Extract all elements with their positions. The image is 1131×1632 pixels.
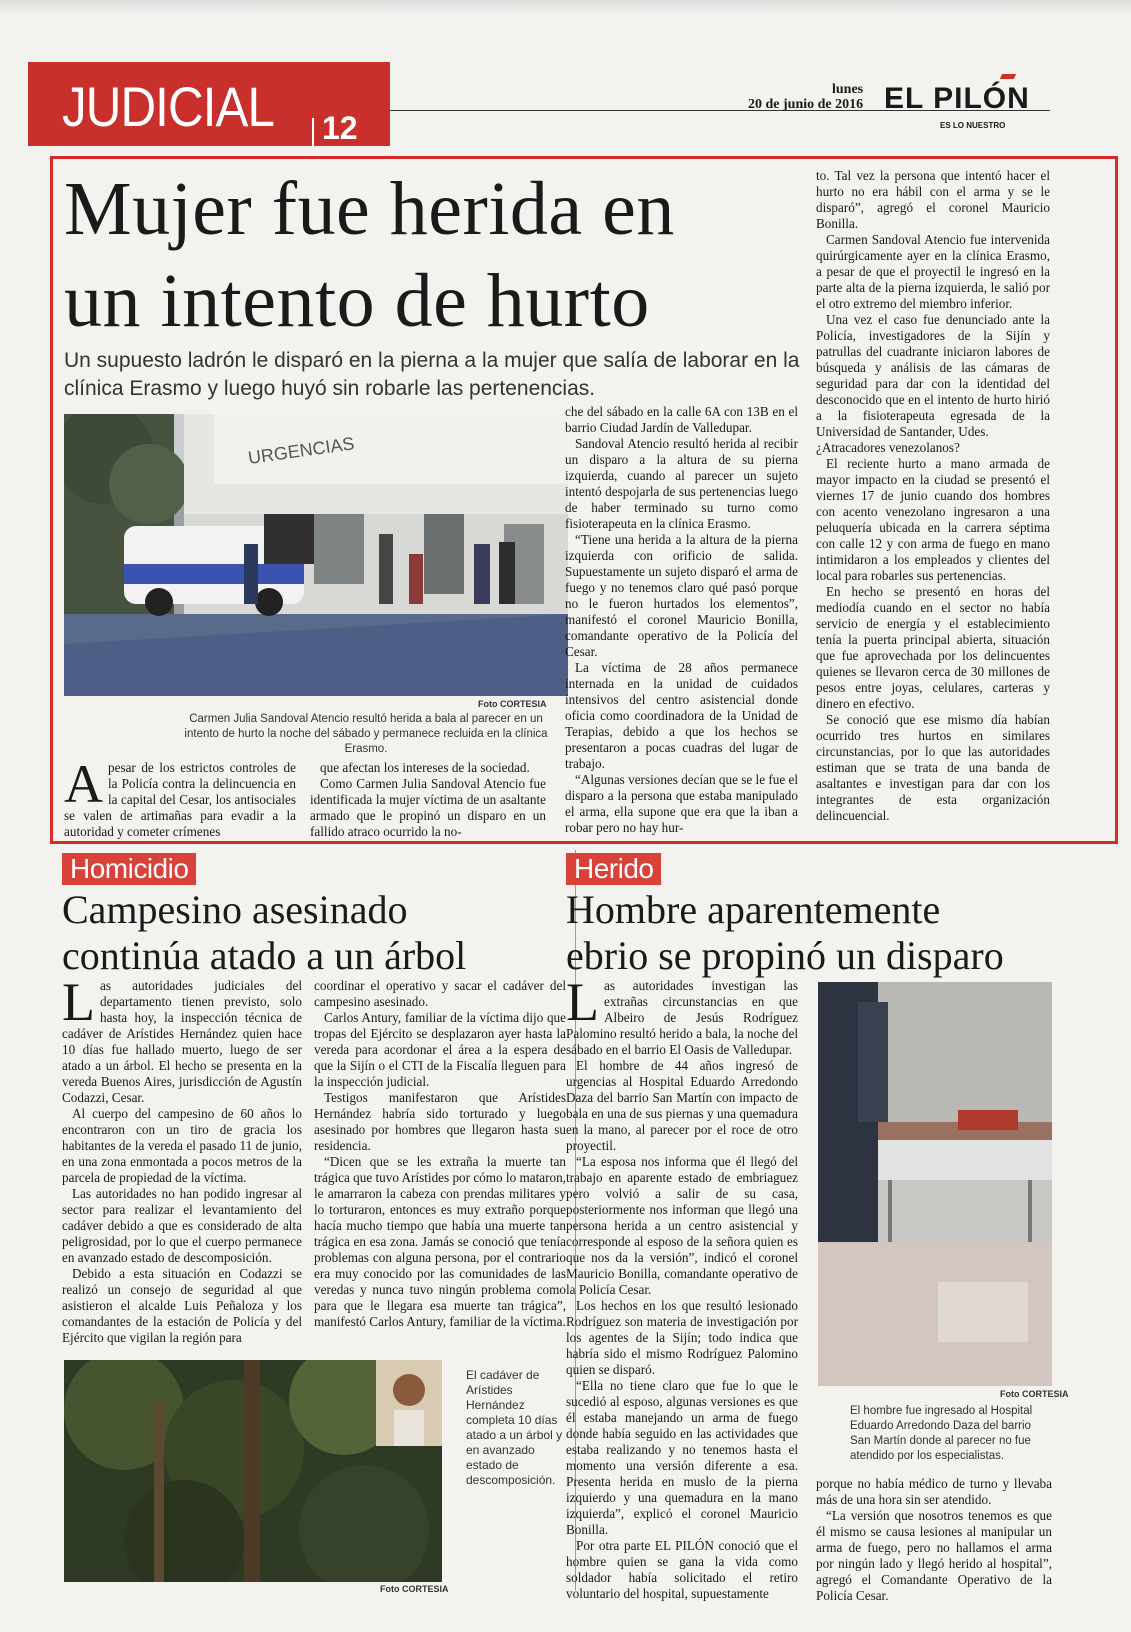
photo-sign-urgencias: URGENCIAS (246, 433, 356, 468)
left-col1-p2: Al cuerpo del campesino de 60 años lo encontraron con un tiro de gracia los habitantes de la vereda el pasado 11 de junio, en una zona enmontada a pocos metros de la parcela de propiedad de la víctima. (62, 1106, 302, 1185)
right-headline (566, 887, 1086, 979)
left-col1-p4: Debido a esta situación en Codazzi se realizó un consejo de seguridad al que asistieron el alcalde Luis Peñaloza y los comandantes de la estación de Policía y del Ejército que vigilan la región para (62, 1266, 302, 1345)
right-col1-p6: Por otra parte EL PILÓN conoció que el hombre quien se gana la vida como soldador había solicitado el retiro voluntario del hospital, supuestamente (566, 1538, 798, 1601)
date-day: lunes (832, 82, 864, 97)
right-col2-p2: “La versión que nosotros tenemos es que él mismo se causa lesiones al manipular un arma de fuego, pero no hallamos el arma por ningún lado y llegó herido al hospital”, agregó el Comandante Operativo de la Policía Cesar. (816, 1508, 1052, 1603)
main-col3-p3: “Tiene una herida a la altura de la pierna izquierda con orificio de salida. Supuestamente un sujeto disparó el arma de fuego y no tenemos claro qué pasó porque no le fueron hurtados los elementos”, manifestó el coronel Mauricio Bonilla, comandante operativo de la Policía del Cesar. (565, 532, 798, 659)
main-col4-p4: El reciente hurto a mano armada de mayor impacto en la ciudad se presentó el viernes 17 de junio cuando dos hombres con acento venezolano ingresaron a una peluquería ubicada en la carrera séptima con calle 12 y con arma de fuego en mano intimidaron a los empleados y clientes del local para robarles sus pertenencias. (816, 456, 1050, 583)
main-col4-p6: Se conoció que ese mismo día habían ocurrido tres hurtos en similares circunstancias, por lo que las autoridades estiman que se trata de una banda de asaltantes e investigan para dar con los integrantes de esta organización delincuencial. (816, 712, 1050, 823)
page-number: 12 (322, 110, 358, 146)
left-col1-p1: as autoridades judiciales del departamento tienen previsto, solo hasta hoy, la inspección técnica de cadáver de Arístides Hernández quien hace 10 días fue hallado muerto, luego de ser atado a un árbol. El hecho se presenta en la vereda Buenos Aires, jurisdicción de Agustín Codazzi, Cesar. (62, 978, 302, 1105)
right-photo-credit: Foto CORTESIA (1000, 1389, 1069, 1399)
right-col1-p5: “Ella no tiene claro que fue lo que le sucedió al esposo, algunas versiones es que él estaba manejando un arma de fuego donde había seguido en las actividades que estaba realizando y no tenemos hasta el momento una versión diferente a esa. Presenta herida en muslo de la pierna izquierdo y una quemadura en la mano izquierda”, explicó el coronel Mauricio Bonilla. (566, 1378, 798, 1537)
right-col1-p1: as autoridades investigan las extrañas circunstancias en que Albeiro de Jesús Rodríguez Palomino resultó herido a bala, la noche del sábado en el barrio El Oasis de Valledupar. (566, 978, 798, 1057)
right-col1-p2: El hombre de 44 años ingresó de urgencias al Hospital Eduardo Arredondo Daza del barrio San Martín con impacto de bala en una de sus piernas y una quemadura en la mano, al parecer por el roce de otro proyectil. (566, 1058, 798, 1153)
left-col2-p3: Testigos manifestaron que Arístides Hernández habría sido torturado y luego asesinado por hombres que llegaron hasta su residencia. (314, 1090, 566, 1153)
main-deck: Un supuesto ladrón le disparó en la pierna a la mujer que salía de laborar en la clínica Erasmo y luego huyó sin robarle las pertenencias. (64, 349, 800, 400)
main-col4-p3: Una vez el caso fue denunciado ante la Policía, investigadores de la Sijín y patrullas del cuadrante iniciaron labores de búsqueda y análisis de las cámaras de seguridad para dar con la identidad del desconocido que en el intento de hurto hirió a la fisioterapeuta egresada de la Universidad de Santander, Udes. (816, 312, 1050, 439)
right-headline-line-1: Hombre aparentemente (566, 887, 941, 932)
main-col-4 (816, 168, 1050, 824)
main-col1-p1: pesar de los estrictos controles de la Policía contra la delincuencia en la capital del Cesar, los antisociales se valen de artimañas para evadir a la autoridad y cometer crímenes (64, 760, 296, 839)
main-col4-subhead: ¿Atracadores venezolanos? (816, 440, 960, 455)
right-headline-line-2: ebrio se propinó un disparo (566, 933, 1004, 978)
masthead-logo: EL PILÓN (884, 82, 1030, 115)
main-headline-line-2: un intento de hurto (64, 259, 650, 343)
right-dropcap: L (566, 972, 599, 1032)
right-photo-caption: El hombre fue ingresado al Hospital Eduardo Arredondo Daza del barrio San Martín donde al parecer no fue atendido por los especialistas. (850, 1405, 1033, 1462)
left-headline-line-1: Campesino asesinado (62, 887, 408, 932)
section-separator (312, 118, 314, 146)
main-photo-caption: Carmen Julia Sandoval Atencio resultó herida a bala al parecer en un intento de hurto la noche del sábado y permanece recluida en la clínica Erasmo. (184, 713, 548, 755)
right-kicker: Herido (566, 853, 661, 885)
main-headline-line-1: Mujer fue herida en (64, 167, 675, 251)
right-col2-p1: porque no había médico de turno y llevaba más de una hora sin ser atendido. (816, 1476, 1052, 1507)
right-col1-p4: Los hechos en los que resultó lesionado Rodríguez son materia de investigación por los agentes de la Sijín; todo indica que habría sido el mismo Rodríguez Palomino quien se disparó. (566, 1298, 798, 1377)
right-col-2 (816, 1476, 1052, 1604)
left-photo-caption: El cadáver de Arístides Hernández completa 10 días atado a un árbol y en avanzado estado de descomposición. (466, 1368, 563, 1487)
left-col1-p3: Las autoridades no han podido ingresar al sector para realizar el levantamiento del cadáver debido a que es considerado de alta peligrosidad, por lo que el cuerpo permanece en avanzado estado de descomposición. (62, 1186, 302, 1265)
main-headline (64, 163, 824, 347)
left-headline-line-2: continúa atado a un árbol (62, 933, 467, 978)
main-col-2 (310, 760, 546, 840)
left-col2-p1: coordinar el operativo y sacar el cadáver del campesino asesinado. (314, 978, 566, 1009)
main-col4-p2: Carmen Sandoval Atencio fue intervenida quirúrgicamente ayer en la clínica Erasmo, a pesar de que el proyectil le ingresó en la parte alta de la pierna izquierda, le salió por el otro extremo del miembro inferior. (816, 232, 1050, 311)
left-col-2 (314, 978, 566, 1330)
left-headline (62, 887, 572, 979)
main-photo (64, 414, 568, 696)
logo-accent-mark (1000, 74, 1016, 79)
left-dropcap: L (62, 972, 95, 1032)
main-col2-p1: que afectan los intereses de la sociedad. (320, 760, 530, 775)
right-col1-p3: “La esposa nos informa que él llegó del trabajo en aparente estado de embriaguez pero volvió a salir de su casa, posteriormente nos informan que llegó una persona herida a un centro asistencial y corresponde al esposo de la señora quien es que nos da la versión”, indicó el coronel Mauricio Bonilla, comandante operativo de la Policía Cesar. (566, 1154, 798, 1297)
left-col2-p4: “Dicen que se les extraña la muerte tan trágica que tuvo Arístides por cómo lo mataron, le amarraron la cabeza con prendas militares y lo torturaron, entonces es muy extraño porque hacía mucho tiempo que había una muerte tan trágica en esa zona. Jamás se conoció que tenía problemas con alguna persona, por el contrario era muy conocido por las comunidades de las veredas y nunca tuvo ningún problema como para que le llegara esa muerte tan trágica”, manifestó Carlos Antury, familiar de la víctima. (314, 1154, 566, 1329)
main-dropcap: A (64, 754, 103, 814)
masthead-slogan: ES LO NUESTRO (940, 121, 1006, 130)
main-col3-p4: La víctima de 28 años permanece internada en la unidad de cuidados intensivos del centro asistencial donde oficia como coordinadora de la Unidad de Terapias, debido a que los hechos se presentaron a pocas cuadras del lugar de trabajo. (565, 660, 798, 771)
main-col-3 (565, 404, 798, 836)
left-col-1 (62, 972, 302, 1346)
main-col3-p5: “Algunas versiones decían que se le fue el disparo a la persona que estaba manipulado el arma, ella supone que era que la iban a robar pero no hay hur- (565, 772, 799, 835)
main-photo-credit: Foto CORTESIA (478, 699, 547, 709)
left-photo-credit: Foto CORTESIA (380, 1584, 449, 1594)
left-kicker: Homicidio (62, 853, 196, 885)
main-col4-p5: En hecho se presentó en horas del mediodía cuando en el sector no había servicio de energía y el establecimiento tenía la puerta principal abierta, situación que fue aprovechada por los delincuentes quienes se llevaron cerca de 30 millones de pesos entre joyas, celulares, carteras y dinero en efectivo. (816, 584, 1050, 711)
right-col-1 (566, 972, 798, 1602)
date: 20 de junio de 2016 (748, 97, 864, 112)
right-photo (818, 982, 1052, 1386)
section-title: JUDICIAL (62, 75, 275, 138)
left-col2-p2: Carlos Antury, familiar de la víctima dijo que tropas del Ejército se desplazaron ayer hasta la vereda para acordonar el área a la espera de que la Sijín o el CTI de la Fiscalía lleguen para la inspección judicial. (314, 1010, 566, 1089)
main-col3-p1: che del sábado en la calle 6A con 13B en el barrio Ciudad Jardín de Valledupar. (565, 404, 798, 435)
main-col-1 (64, 754, 296, 840)
main-col4-p1: to. Tal vez la persona que intentó hacer el hurto no era hábil con el arma y se le disparó”, agregó el coronel Mauricio Bonilla. (816, 168, 1050, 231)
top-bleed-strip (0, 0, 1131, 14)
main-col2-p2: Como Carmen Julia Sandoval Atencio fue identificada la mujer víctima de un asaltante armado que le propinó un disparo en un fallido atraco ocurrido la no- (310, 776, 546, 839)
main-col3-p2: Sandoval Atencio resultó herida al recibir un disparo a la altura de su pierna izquierda, cuando al parecer un sujeto intentó despojarla de sus pertenencias luego de haber terminado su turno como fisioterapeuta en la clínica Erasmo. (565, 436, 798, 531)
left-photo (64, 1360, 442, 1582)
